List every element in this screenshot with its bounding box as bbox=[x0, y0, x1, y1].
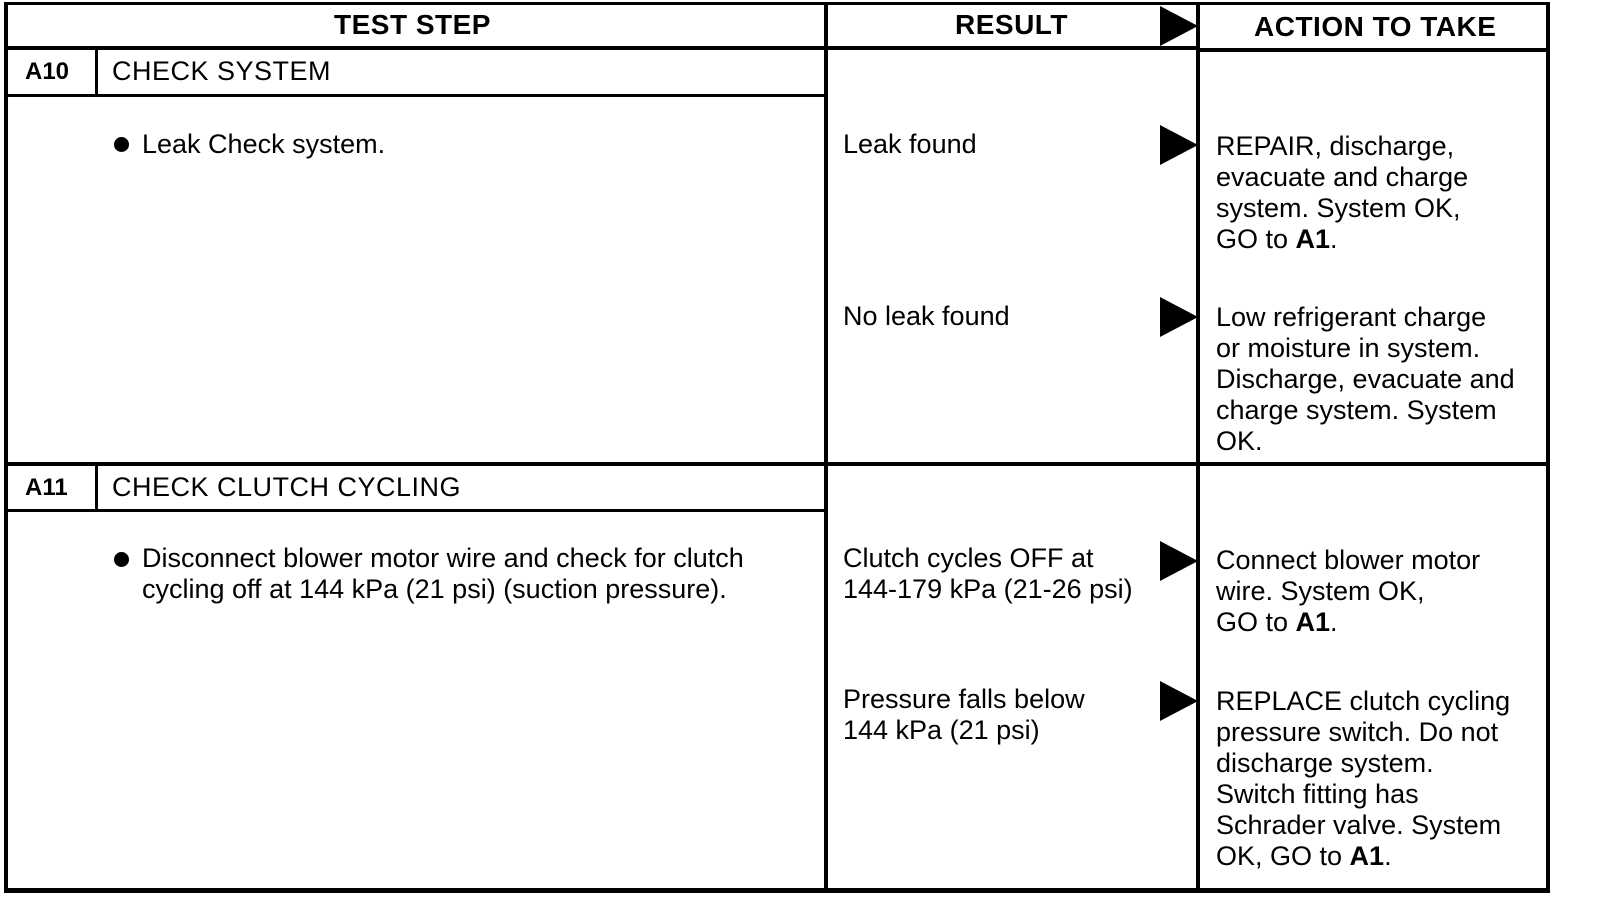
frame-left bbox=[4, 2, 8, 893]
result-line: Pressure falls below bbox=[843, 684, 1085, 714]
instruction-a10 bbox=[142, 128, 385, 160]
action-line bbox=[1216, 224, 1468, 255]
result-line: Leak found bbox=[843, 129, 977, 159]
action-line: evacuate and charge bbox=[1216, 162, 1469, 192]
header-bottom-right bbox=[1196, 48, 1550, 52]
frame-bottom bbox=[4, 888, 1550, 893]
action-line: discharge system. bbox=[1216, 748, 1434, 778]
action-text: GO to bbox=[1216, 607, 1296, 637]
action-line: Schrader valve. System bbox=[1216, 810, 1502, 840]
instruction-line: Disconnect blower motor wire and check for clutch bbox=[142, 543, 744, 573]
action-line: Low refrigerant charge bbox=[1216, 302, 1487, 332]
a11-title-bottom bbox=[4, 509, 828, 512]
action-repair bbox=[1216, 131, 1468, 255]
action-line: pressure switch. Do not bbox=[1216, 717, 1499, 747]
action-line: charge system. System bbox=[1216, 395, 1497, 425]
result-no-leak-found bbox=[843, 300, 1010, 332]
section-separator bbox=[4, 462, 1550, 466]
action-text: . bbox=[1330, 607, 1338, 637]
result-line: No leak found bbox=[843, 301, 1010, 331]
step-id-a10: A10 bbox=[25, 58, 70, 85]
action-low-refrigerant bbox=[1216, 302, 1515, 457]
goto-step-ref: A1 bbox=[1295, 607, 1331, 637]
action-line: Switch fitting has bbox=[1216, 779, 1419, 809]
action-text: . bbox=[1330, 224, 1338, 254]
action-line: system. System OK, bbox=[1216, 193, 1461, 223]
action-line bbox=[1216, 607, 1480, 638]
goto-step-ref: A1 bbox=[1349, 841, 1385, 871]
result-line: 144-179 kPa (21-26 psi) bbox=[843, 574, 1133, 604]
instruction-line: cycling off at 144 kPa (21 psi) (suction pressure). bbox=[142, 574, 727, 604]
action-text: OK, GO to bbox=[1216, 841, 1350, 871]
result-pressure-falls bbox=[843, 684, 1085, 746]
action-line: Discharge, evacuate and bbox=[1216, 364, 1515, 394]
goto-step-ref: A1 bbox=[1295, 224, 1331, 254]
action-line: or moisture in system. bbox=[1216, 333, 1481, 363]
action-line: Connect blower motor bbox=[1216, 545, 1481, 575]
result-line: 144 kPa (21 psi) bbox=[843, 715, 1040, 745]
action-line: OK. bbox=[1216, 426, 1263, 456]
step-title-a11: CHECK CLUTCH CYCLING bbox=[112, 472, 462, 502]
step-id-a11: A11 bbox=[25, 474, 68, 501]
action-text: GO to bbox=[1216, 224, 1296, 254]
header-arrow-icon bbox=[1160, 6, 1198, 46]
action-replace-switch bbox=[1216, 686, 1510, 872]
header-bottom-left bbox=[4, 46, 1200, 50]
frame-right bbox=[1546, 2, 1550, 893]
step-title-a10: CHECK SYSTEM bbox=[112, 56, 332, 86]
frame-top bbox=[4, 2, 1550, 5]
instruction-a11 bbox=[142, 543, 744, 605]
action-line: wire. System OK, bbox=[1216, 576, 1425, 606]
action-line: REPAIR, discharge, bbox=[1216, 131, 1455, 161]
action-connect-blower bbox=[1216, 545, 1480, 638]
a10-id-divider bbox=[95, 48, 98, 96]
result-leak-found bbox=[843, 128, 977, 160]
a10-title-bottom bbox=[4, 94, 828, 97]
instruction-line: Leak Check system. bbox=[142, 129, 386, 159]
result-arrow-icon bbox=[1160, 125, 1198, 165]
bullet-icon bbox=[114, 552, 129, 567]
col-divider-1 bbox=[824, 2, 828, 893]
header-test-step: TEST STEP bbox=[334, 9, 491, 40]
result-clutch-cycles-off bbox=[843, 543, 1133, 605]
action-line bbox=[1216, 841, 1510, 872]
result-arrow-icon bbox=[1160, 297, 1198, 337]
result-arrow-icon bbox=[1160, 541, 1198, 581]
header-result: RESULT bbox=[955, 9, 1068, 40]
action-text: . bbox=[1384, 841, 1392, 871]
result-arrow-icon bbox=[1160, 681, 1198, 721]
result-line: Clutch cycles OFF at bbox=[843, 543, 1094, 573]
bullet-icon bbox=[114, 137, 129, 152]
header-action: ACTION TO TAKE bbox=[1254, 11, 1497, 42]
a11-id-divider bbox=[95, 464, 98, 511]
action-line: REPLACE clutch cycling bbox=[1216, 686, 1511, 716]
